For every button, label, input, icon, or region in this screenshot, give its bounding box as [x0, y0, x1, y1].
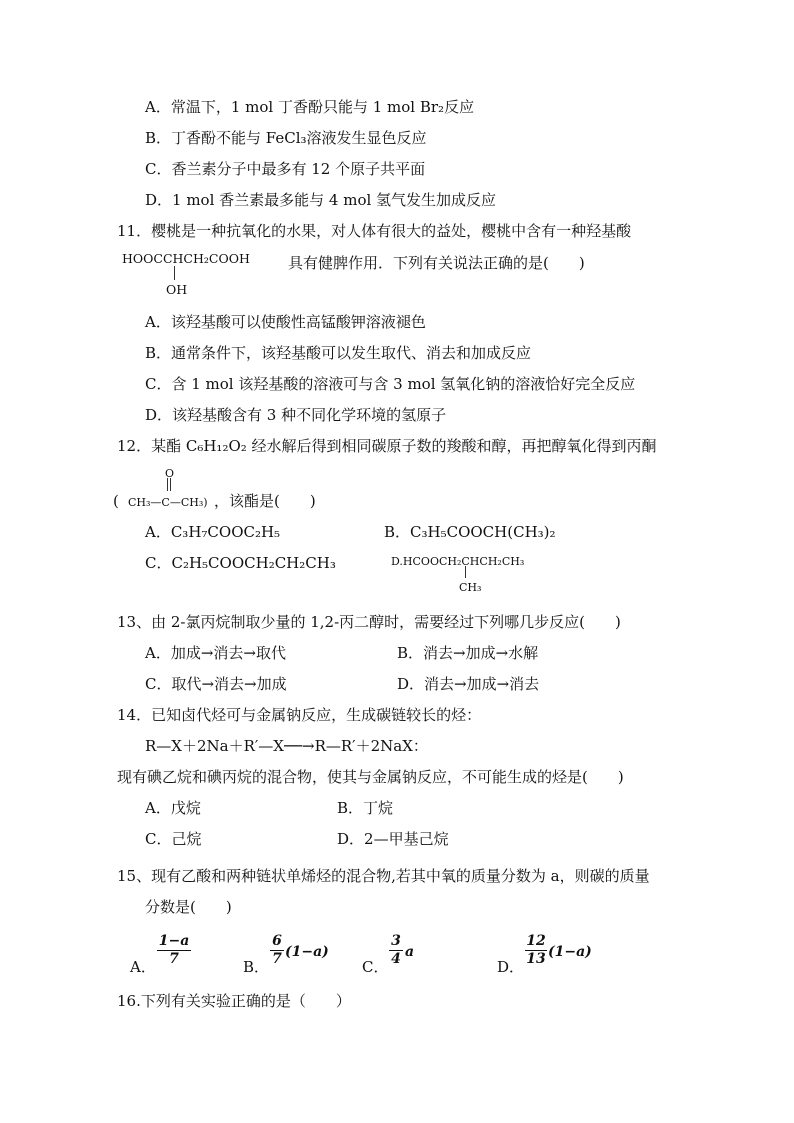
q14-stem-continued: 现有碘乙烷和碘丙烷的混合物，使其与金属钠反应，不可能生成的烃是( )	[117, 768, 624, 786]
q12-option-b: B．C₃H₅COOCH(CH₃)₂	[384, 523, 556, 541]
q14-stem: 14．已知卤代烃可与金属钠反应，生成碳链较长的烃：	[117, 706, 482, 724]
q14-option-b: B．丁烷	[337, 799, 394, 817]
q11-option-a: A．该羟基酸可以使酸性高锰酸钾溶液褪色	[145, 313, 426, 331]
q15-option-a-label: A．	[130, 958, 156, 976]
q15-option-c-label: C．	[362, 958, 389, 976]
q14-equation: R—X＋2Na＋R′—X──→R—R′＋2NaX：	[145, 737, 428, 755]
q11-stem: 11．樱桃是一种抗氧化的水果，对人体有很大的益处，樱桃中含有一种羟基酸	[117, 222, 632, 240]
q14-option-a: A．戊烷	[145, 799, 201, 817]
q12-stem: 12．某酯 C₆H₁₂O₂ 经水解后得到相同碳原子数的羧酸和醇，再把醇氧化得到丙酮	[117, 437, 657, 455]
q14-option-c: C．己烷	[145, 830, 202, 848]
q12-ketone-oxygen: O	[165, 467, 175, 480]
q10-option-a: A．常温下，1 mol 丁香酚只能与 1 mol Br₂反应	[145, 98, 475, 116]
q11-option-c: C．含 1 mol 该羟基酸的溶液可与含 3 mol 氢氧化钠的溶液恰好完全反应	[145, 375, 636, 393]
q15-option-c-fraction	[389, 934, 403, 967]
q12-stem-continued: ，该酯是( )	[214, 492, 316, 510]
q12-ketone-paren: (	[113, 492, 119, 510]
q14-option-d: D．2—甲基己烷	[337, 830, 449, 848]
q15-option-d-fraction	[525, 934, 547, 967]
q15-option-b-numerator: 6	[272, 933, 282, 949]
q13-option-b: B．消去→加成→水解	[397, 644, 539, 662]
q15-stem-continued: 分数是( )	[145, 898, 232, 916]
q11-option-d: D．该羟基酸含有 3 种不同化学环境的氢原子	[145, 406, 447, 424]
q12-option-a: A．C₃H₇COOC₂H₅	[145, 523, 281, 541]
q15-option-c-factor: a	[405, 944, 415, 960]
q12-ketone-double-bond-right	[170, 478, 171, 491]
q12-ketone-formula: CH₃—C—CH₃)	[128, 496, 208, 509]
q12-option-d: D.HCOOCH₂CHCH₂CH₃	[391, 555, 525, 568]
q15-option-b-factor: (1−a)	[285, 944, 329, 960]
q10-option-d: D．1 mol 香兰素最多能与 4 mol 氢气发生加成反应	[145, 191, 497, 209]
q12-option-d-bond	[465, 566, 466, 578]
q13-option-d: D．消去→加成→消去	[397, 675, 540, 693]
q15-option-c-denominator: 4	[391, 951, 401, 967]
q10-option-b: B．丁香酚不能与 FeCl₃溶液发生显色反应	[145, 129, 427, 147]
q15-option-d-denominator: 13	[526, 951, 546, 967]
q13-option-a: A．加成→消去→取代	[145, 644, 286, 662]
q12-ketone-double-bond-left	[167, 478, 168, 491]
q15-option-d-factor: (1−a)	[548, 944, 592, 960]
q11-stem-continued: 具有健脾作用．下列有关说法正确的是( )	[288, 254, 585, 272]
q16-stem: 16.下列有关实验正确的是（ ）	[117, 992, 351, 1010]
q13-stem: 13、由 2-氯丙烷制取少量的 1,2-丙二醇时，需要经过下列哪几步反应( )	[117, 613, 621, 631]
q15-option-c-numerator: 3	[391, 933, 401, 949]
q15-option-b-fraction	[270, 934, 284, 967]
q15-stem: 15、现有乙酸和两种链状单烯烃的混合物,若其中氧的质量分数为 a，则碳的质量	[117, 867, 650, 885]
q11-formula-branch: OH	[166, 282, 188, 297]
q15-option-d-label: D．	[497, 958, 525, 976]
q10-option-c: C．香兰素分子中最多有 12 个原子共平面	[145, 160, 426, 178]
q13-option-c: C．取代→消去→加成	[145, 675, 287, 693]
q12-option-c: C．C₂H₅COOCH₂CH₂CH₃	[145, 554, 336, 572]
q12-option-d-branch: CH₃	[459, 581, 482, 594]
q15-option-a-denominator: 7	[169, 951, 179, 967]
q15-option-b-denominator: 7	[272, 951, 282, 967]
q15-option-a-numerator: 1−a	[158, 933, 190, 949]
q15-option-b-label: B．	[243, 958, 270, 976]
q15-option-d-numerator: 12	[526, 933, 546, 949]
q11-option-b: B．通常条件下，该羟基酸可以发生取代、消去和加成反应	[145, 344, 532, 362]
q15-option-a-fraction	[157, 934, 191, 967]
q11-formula-bond	[174, 266, 175, 280]
q11-formula-main: HOOCCHCH₂COOH	[122, 251, 250, 266]
